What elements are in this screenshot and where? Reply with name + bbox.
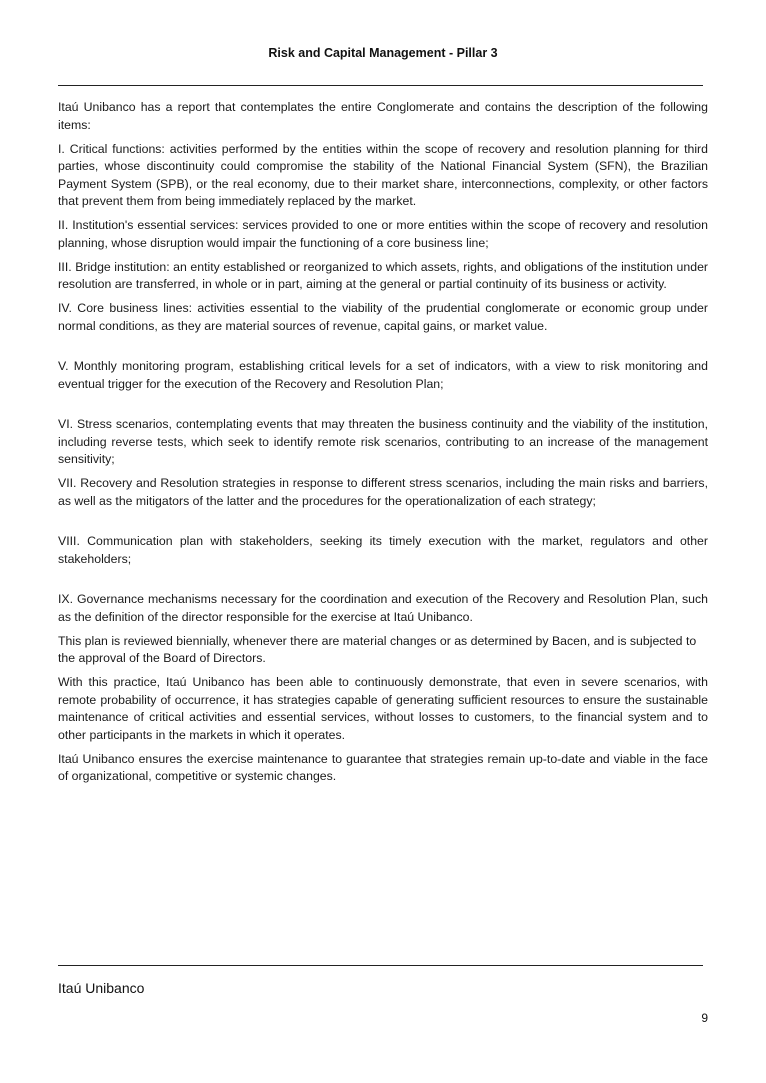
item-governance-mechanisms: IX. Governance mechanisms necessary for the coordination and execution of the Recovery and Resolution Plan, such as the definition of the director responsible for the exercise at Itaú Unibanco. bbox=[58, 592, 708, 624]
maintenance-paragraph: Itaú Unibanco ensures the exercise maintenance to guarantee that strategies remain up-to-date and viable in the face of organizational, competitive or systemic changes. bbox=[58, 751, 708, 783]
item-communication-plan: VIII. Communication plan with stakeholders, seeking its timely execution with the market, regulators and other stakeholders; bbox=[58, 534, 708, 566]
item-monitoring-program: V. Monthly monitoring program, establishing critical levels for a set of indicators, with a view to risk monitoring and eventual trigger for the execution of the Recovery and Resolution Plan; bbox=[58, 359, 708, 391]
intro-paragraph: Itaú Unibanco has a report that contemplates the entire Conglomerate and contains the description of the following items: bbox=[58, 100, 708, 132]
review-paragraph: This plan is reviewed biennially, whenever there are material changes or as determined by Bacen, and is subjected to the approval of the Board of Directors. bbox=[58, 633, 697, 665]
item-recovery-strategies: VII. Recovery and Resolution strategies in response to different stress scenarios, including the main risks and barriers, as well as the mitigators of the latter and the procedures for the operationalization of each strategy; bbox=[58, 476, 708, 508]
document-body bbox=[58, 99, 708, 792]
item-core-business-lines: IV. Core business lines: activities essential to the viability of the prudential conglomerate or economic group under normal conditions, as they are material sources of revenue, capital gains, or market value. bbox=[58, 301, 708, 333]
practice-paragraph: With this practice, Itaú Unibanco has been able to continuously demonstrate, that even in severe scenarios, with remote probability of occurrence, it has strategies capable of generating sufficient resources to ensure the sustainable maintenance of critical activities and essential services, without losses to customers, to the financial system and to other participants in the markets in which it operates. bbox=[58, 675, 708, 742]
footer-divider bbox=[58, 965, 703, 966]
footer-company-name: Itaú Unibanco bbox=[58, 980, 145, 996]
page-number: 9 bbox=[701, 1011, 708, 1025]
header-divider bbox=[58, 85, 703, 86]
item-essential-services: II. Institution's essential services: services provided to one or more entities within the scope of recovery and resolution planning, whose disruption would impair the functioning of a core business line; bbox=[58, 218, 708, 250]
item-critical-functions: I. Critical functions: activities performed by the entities within the scope of recovery and resolution planning for third parties, whose discontinuity could compromise the stability of the National Financial System (SFN), the Brazilian Payment System (SPB), or the real economy, due to their market share, interconnections, complexity, or other factors that prevent them from being immediately replaced by the market. bbox=[58, 141, 708, 208]
page-header-title: Risk and Capital Management - Pillar 3 bbox=[268, 46, 498, 60]
item-stress-scenarios: VI. Stress scenarios, contemplating events that may threaten the business continuity and the viability of the institution, including reverse tests, which seek to identify remote risk scenarios, contributing to an increase of the management sensitivity; bbox=[58, 417, 708, 466]
item-bridge-institution: III. Bridge institution: an entity established or reorganized to which assets, rights, and obligations of the institution under resolution are transferred, in whole or in part, aiming at the general or partial continuity of its business or activity. bbox=[58, 259, 708, 291]
